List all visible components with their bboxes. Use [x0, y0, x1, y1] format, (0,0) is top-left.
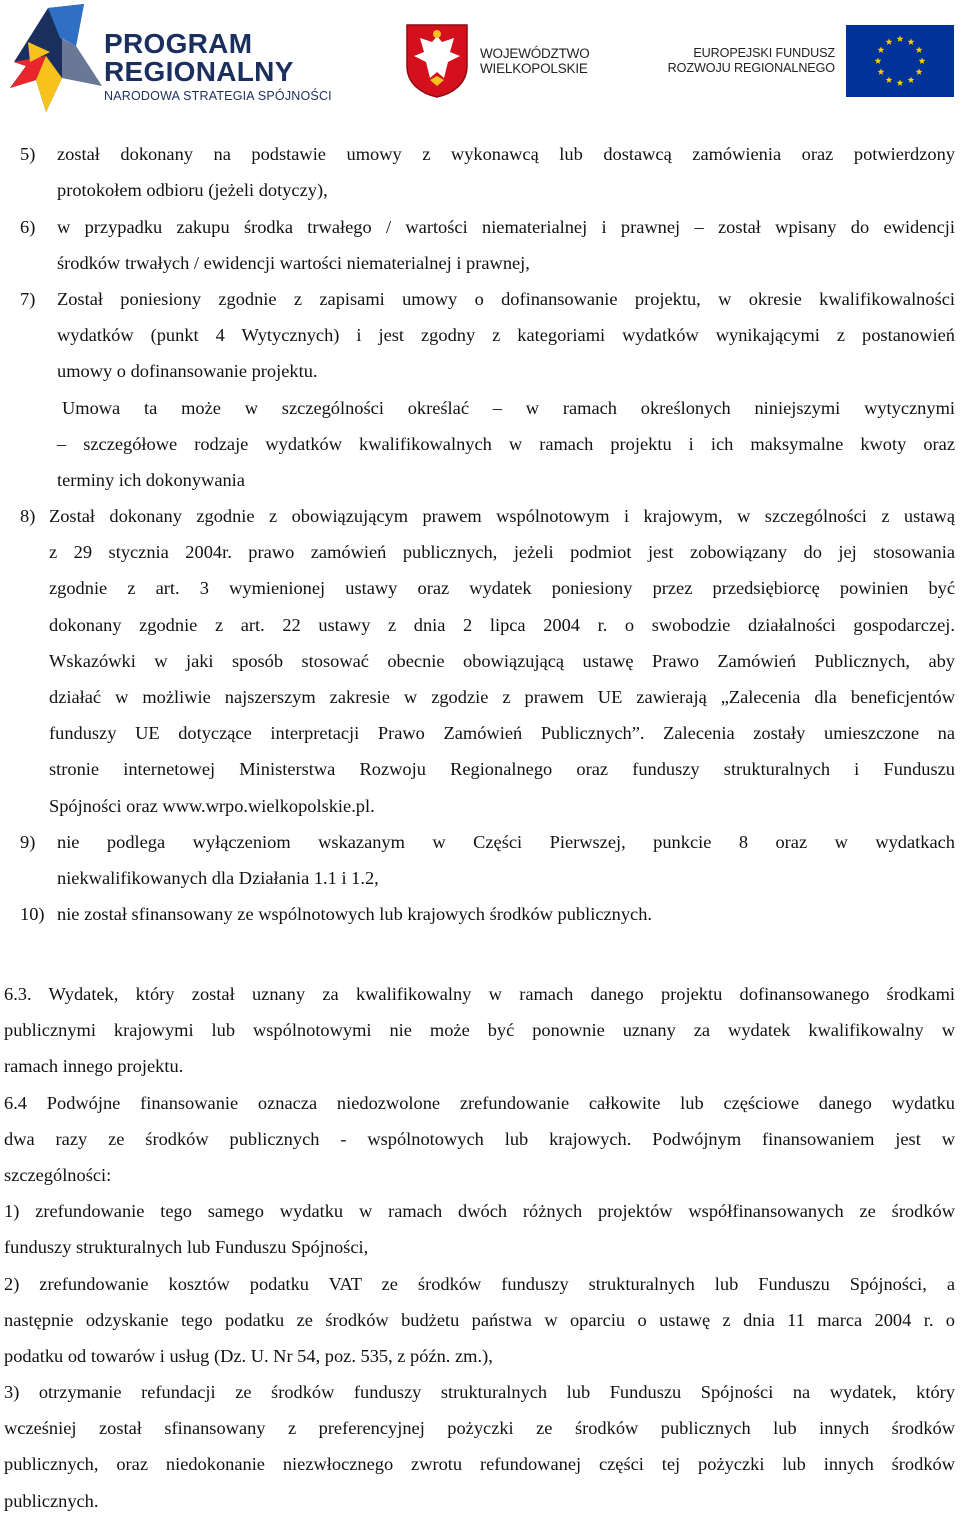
program-line-1: PROGRAM	[104, 28, 253, 59]
paragraph-line: 2) zrefundowanie kosztów podatku VAT ze środków funduszy strukturalnych lub Funduszu Spójności, a	[4, 1274, 955, 1294]
list-item-number: 10)	[20, 904, 45, 924]
paragraph-line: 1) zrefundowanie tego samego wydatku w ramach dwóch różnych projektów współfinansowanych ze środków	[4, 1201, 955, 1221]
list-item-number: 8)	[20, 506, 36, 526]
list-item-text-line: – szczegółowe rodzaje wydatków kwalifikowalnych w ramach projektu i ich maksymalne kwoty oraz	[57, 433, 955, 454]
list-item-number: 6)	[20, 216, 36, 237]
list-item-text-line: z 29 stycznia 2004r. prawo zamówień publicznych, jeżeli podmiot jest zobowiązany do jej stosowania	[49, 542, 955, 563]
paragraph-line: funduszy strukturalnych lub Funduszu Spójności,	[4, 1237, 369, 1258]
list-item-text-line: Został poniesiony zgodnie z zapisami umowy o dofinansowanie projektu, w okresie kwalifikowalności	[57, 289, 955, 309]
region-line-2: WIELKOPOLSKIE	[480, 61, 588, 76]
list-item-text-line: terminy ich dokonywania	[57, 469, 245, 490]
wojewodztwo-label	[480, 46, 590, 76]
paragraph-line: 6.3. Wydatek, który został uznany za kwalifikowalny w ramach danego projektu dofinansowanego środkami	[4, 984, 955, 1004]
list-item-text-line: w przypadku zakupu środka trwałego / wartości niematerialnej i prawnej – został wpisany do ewidencji	[57, 216, 955, 237]
wielkopolska-eagle-crest-icon	[404, 22, 470, 98]
list-item-text-line: protokołem odbioru (jeżeli dotyczy),	[57, 180, 328, 201]
list-item-number: 5)	[20, 144, 36, 164]
paragraph-line: podatku od towarów i usług (Dz. U. Nr 54, poz. 535, z późn. zm.),	[4, 1346, 493, 1367]
list-item-text-line: funduszy UE dotyczące interpretacji Prawo Zamówień Publicznych”. Zalecenia zostały umieszczone na	[49, 723, 955, 744]
list-item-text-line: nie został sfinansowany ze wspólnotowych lub krajowych środków publicznych.	[57, 904, 653, 924]
list-item-text-line: niekwalifikowanych dla Działania 1.1 i 1.2,	[57, 868, 379, 889]
list-item-number: 7)	[20, 289, 36, 309]
paragraph-line: publicznych.	[4, 1490, 99, 1511]
list-item-number: 9)	[20, 832, 36, 852]
list-item-text-line: stronie internetowej Ministerstwa Rozwoju Regionalnego oraz funduszy strukturalnych i Funduszu	[49, 759, 955, 780]
region-line-1: WOJEWÓDZTWO	[480, 46, 590, 61]
paragraph-line: wcześniej został sfinansowany z preferencyjnej pożyczki ze środków publicznych lub innych środków	[4, 1418, 955, 1439]
eu-flag-icon	[846, 25, 954, 97]
list-item-text-line: działać w możliwie najszerszym zakresie w zgodzie z prawem UE zawierają „Zalecenia dla beneficjentów	[49, 687, 955, 707]
list-item-text-line: Umowa ta może w szczególności określać – w ramach określonych niniejszymi wytycznymi	[62, 397, 955, 418]
efrr-label	[649, 46, 835, 76]
list-item-text-line: zgodnie z art. 3 wymienionej ustawy oraz wydatek poniesiony przez przedsiębiorcę powinien być	[49, 578, 955, 599]
program-regionalny-wordmark	[104, 30, 332, 106]
list-item-text-line: Spójności oraz www.wrpo.wielkopolskie.pl.	[49, 795, 375, 816]
fund-line-2: ROZWOJU REGIONALNEGO	[667, 61, 835, 75]
page-header	[0, 0, 960, 118]
list-item-text-line: umowy o dofinansowanie projektu.	[57, 361, 318, 382]
paragraph-line: ramach innego projektu.	[4, 1056, 184, 1077]
paragraph-line: publicznych, oraz niedokonanie niezwłocznego zwrotu refundowanej części tej pożyczki lub innych środków	[4, 1454, 955, 1475]
list-item-text-line: dokonany zgodnie z art. 22 ustawy z dnia 2 lipca 2004 r. o swobodzie działalności gospodarczej.	[49, 614, 955, 635]
paragraph-line: dwa razy ze środków publicznych - wspólnotowych lub krajowych. Podwójnym finansowaniem jest w	[4, 1129, 955, 1150]
list-item-text-line: został dokonany na podstawie umowy z wykonawcą lub dostawcą zamówienia oraz potwierdzony	[57, 144, 955, 164]
program-line-2: REGIONALNY	[104, 56, 294, 87]
paragraph-line: następnie odzyskanie tego podatku ze środków budżetu państwa w oparciu o ustawę z dnia 11 marca 2004 r. o	[4, 1310, 955, 1331]
program-line-3: NARODOWA STRATEGIA SPÓJNOŚCI	[104, 89, 332, 103]
fund-line-1: EUROPEJSKI FUNDUSZ	[693, 46, 835, 60]
paragraph-line: publicznymi krajowymi lub wspólnotowymi nie może być ponownie uznany za wydatek kwalifikowalny w	[4, 1020, 955, 1041]
list-item-text-line: środków trwałych / ewidencji wartości niematerialnej i prawnej,	[57, 252, 530, 273]
paragraph-line: szczególności:	[4, 1165, 112, 1186]
list-item-text-line: nie podlega wyłączeniom wskazanym w Części Pierwszej, punkcie 8 oraz w wydatkach	[57, 832, 955, 852]
list-item-text-line: wydatków (punkt 4 Wytycznych) i jest zgodny z kategoriami wydatków wynikającymi z postanowień	[57, 325, 955, 346]
paragraph-line: 6.4 Podwójne finansowanie oznacza niedozwolone zrefundowanie całkowite lub częściowe danego wydatku	[4, 1093, 955, 1113]
paragraph-line: 3) otrzymanie refundacji ze środków funduszy strukturalnych lub Funduszu Spójności na wydatek, który	[4, 1382, 955, 1402]
list-item-text-line: Został dokonany zgodnie z obowiązującym prawem wspólnotowym i krajowym, w szczególności z ustawą	[49, 506, 955, 526]
list-item-text-line: Wskazówki w jaki sposób stosować obecnie obowiązującą ustawę Prawo Zamówień Publicznych, aby	[49, 650, 955, 671]
